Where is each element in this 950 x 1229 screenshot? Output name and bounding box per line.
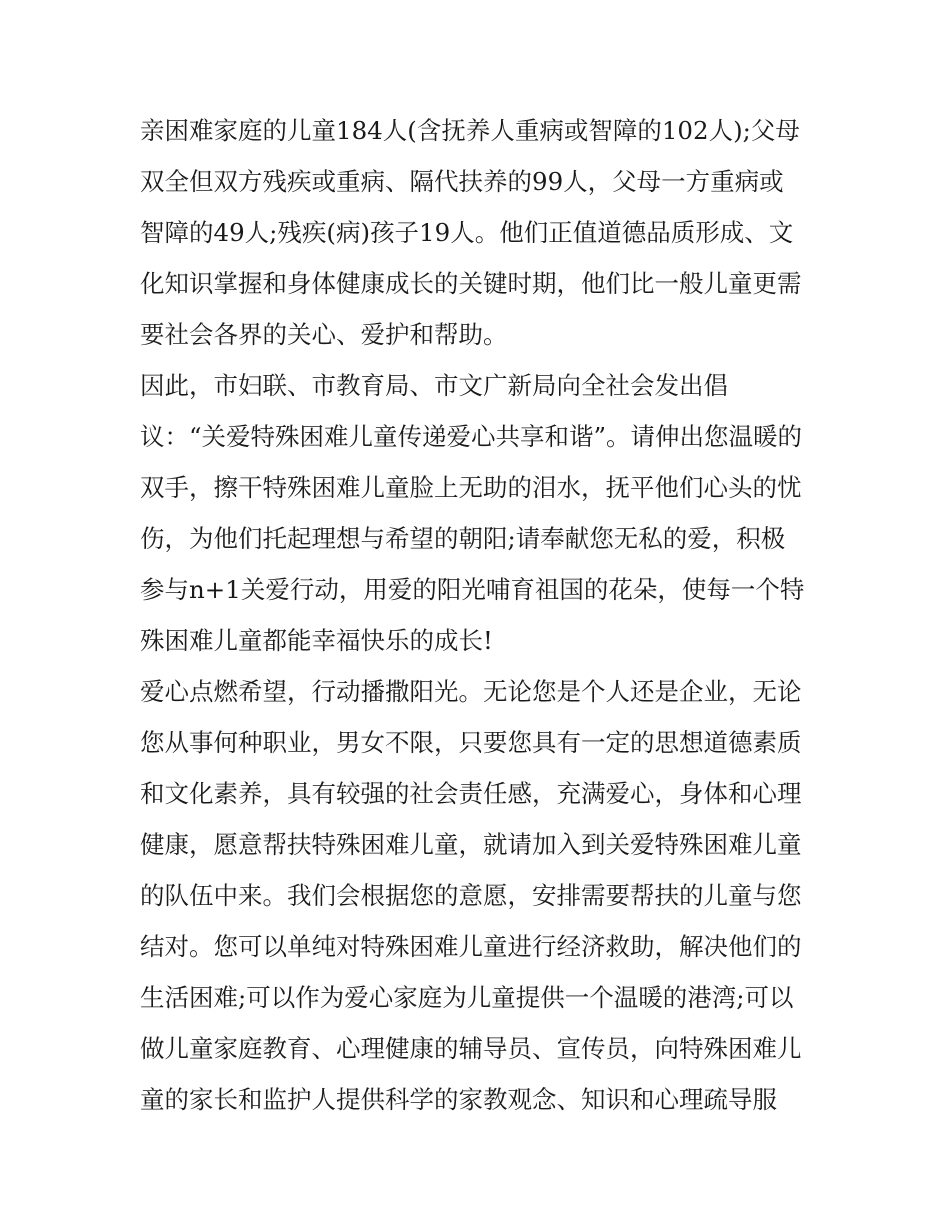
text-line: 殊困难儿童都能幸福快乐的成长! — [140, 626, 493, 655]
text-line: 因此，市妇联、市教育局、市文广新局向全社会发出倡 — [140, 371, 728, 400]
document-body — [140, 112, 820, 1132]
text-line: 要社会各界的关心、爱护和帮助。 — [140, 320, 508, 349]
text-line: 参与n+1关爱行动，用爱的阳光哺育祖国的花朵，使每一个特 — [140, 575, 805, 604]
text-line: 议：“关爱特殊困难儿童传递爱心共享和谐”。请伸出您温暖的 — [140, 422, 803, 451]
text-line: 做儿童家庭教育、心理健康的辅导员、宣传员，向特殊困难儿 — [140, 1034, 802, 1063]
text-line: 双全但双方残疾或重病、隔代扶养的99人，父母一方重病或 — [140, 167, 784, 196]
text-line: 您从事何种职业，男女不限，只要您具有一定的思想道德素质 — [140, 728, 802, 757]
text-line: 的队伍中来。我们会根据您的意愿，安排需要帮扶的儿童与您 — [140, 881, 802, 910]
text-line: 双手，擦干特殊困难儿童脸上无助的泪水，抚平他们心头的忧 — [140, 473, 802, 502]
text-line: 健康，愿意帮扶特殊困难儿童，就请加入到关爱特殊困难儿童 — [140, 830, 802, 859]
text-line: 童的家长和监护人提供科学的家教观念、知识和心理疏导服 — [140, 1085, 777, 1114]
text-line: 伤，为他们托起理想与希望的朝阳;请奉献您无私的爱，积极 — [140, 524, 786, 553]
text-line: 亲困难家庭的儿童184人(含抚养人重病或智障的102人);父母 — [140, 116, 800, 145]
text-line: 智障的49人;残疾(病)孩子19人。他们正值道德品质形成、文 — [140, 218, 794, 247]
text-line: 生活困难;可以作为爱心家庭为儿童提供一个温暖的港湾;可以 — [140, 983, 794, 1012]
text-line: 和文化素养，具有较强的社会责任感，充满爱心，身体和心理 — [140, 779, 802, 808]
text-line: 化知识掌握和身体健康成长的关键时期，他们比一般儿童更需 — [140, 269, 802, 298]
text-line: 结对。您可以单纯对特殊困难儿童进行经济救助，解决他们的 — [140, 932, 802, 961]
text-line: 爱心点燃希望，行动播撒阳光。无论您是个人还是企业，无论 — [140, 677, 802, 706]
